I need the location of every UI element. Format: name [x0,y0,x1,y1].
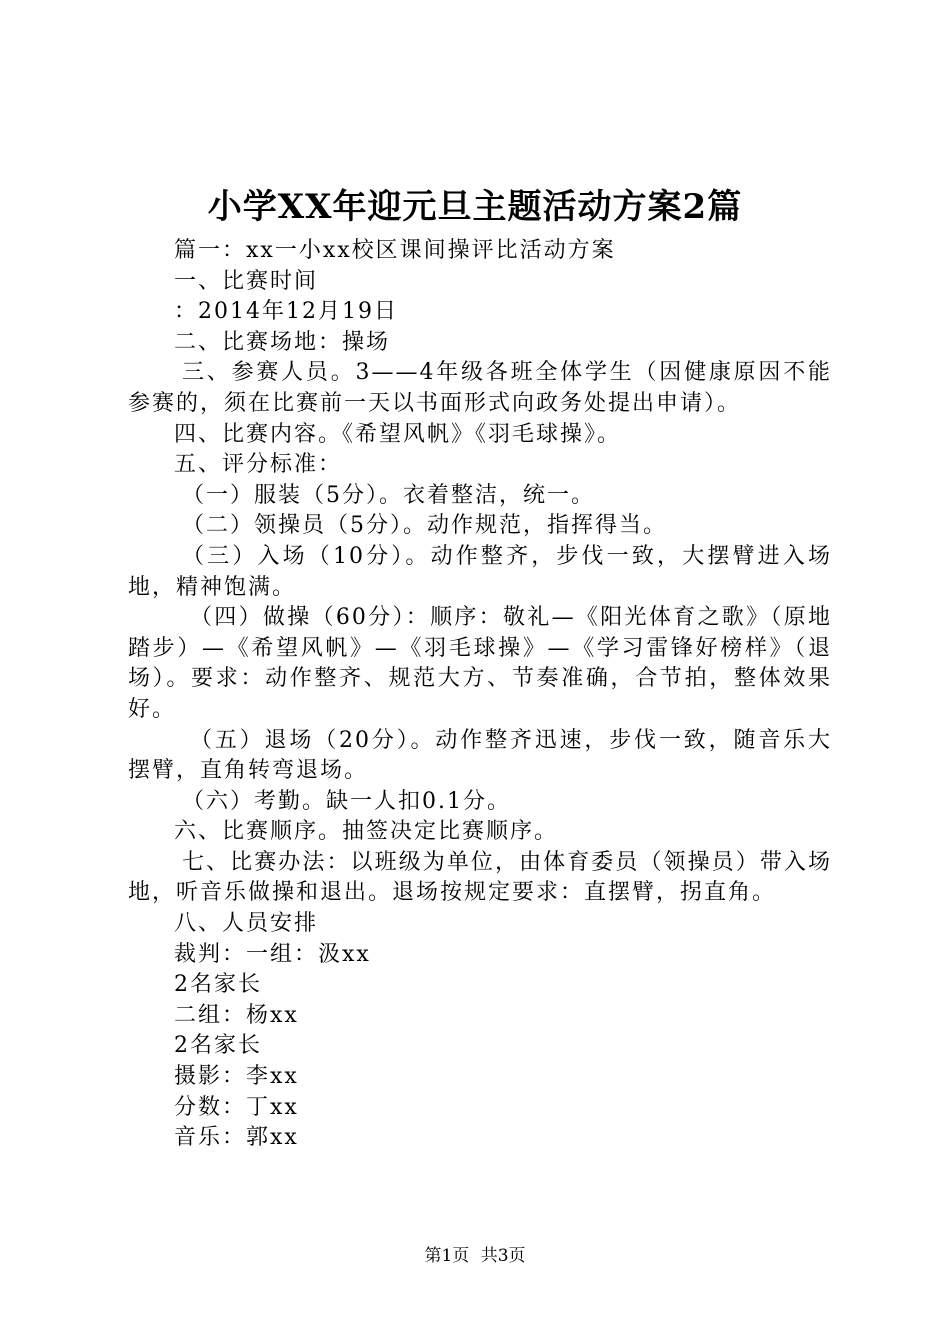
paragraph-staff-music: 音乐：郭xx [174,1125,299,1151]
paragraph-staff-parents-2: 2名家长 [174,1033,262,1059]
paragraph-time-heading: 一、比赛时间 [174,268,319,294]
paragraph-scoring-heading: 五、评分标准： [174,452,343,478]
page-footer [0,1244,950,1268]
paragraph-order: 六、比赛顺序。抽签决定比赛顺序。 [174,819,559,845]
paragraph-scoring-3: （三）入场（10分）。动作整齐，步伐一致，大摆臂进入场地，精神饱满。 [128,543,832,600]
paragraph-staff-judge-2: 二组：杨xx [174,1002,299,1028]
paragraph-staff-judge-1: 裁判：一组：汲xx [174,941,371,967]
paragraph-scoring-4: （四）做操（60分）：顺序：敬礼—《阳光体育之歌》（原地踏步）—《希望风帆》—《羽毛球操》—《学习雷锋好榜样》（退场）。要求：动作整齐、规范大方、节奏准确，合节拍，整体效果好。 [128,605,832,722]
paragraph-staff-photo: 摄影：李xx [174,1064,299,1090]
paragraph-scoring-1: （一）服装（5分）。衣着整洁，统一。 [182,482,595,508]
document-body [128,236,832,1154]
paragraph-scoring-6: （六）考勤。缺一人扣0.1分。 [182,788,511,814]
paragraph-method: 七、比赛办法：以班级为单位，由体育委员（领操员）带入场地，听音乐做操和退出。退场按规定要求：直摆臂，拐直角。 [128,849,832,906]
paragraph-staff-score: 分数：丁xx [174,1094,299,1120]
paragraph-staff-heading: 八、人员安排 [174,911,319,937]
document-title: 小学XX年迎元旦主题活动方案2篇 [207,187,743,227]
paragraph-staff-parents-1: 2名家长 [174,972,262,998]
paragraph-venue: 二、比赛场地：操场 [174,329,391,355]
paragraph-section-heading: 篇一：xx一小xx校区课间操评比活动方案 [174,238,616,263]
paragraph-content: 四、比赛内容。《希望风帆》《羽毛球操》。 [174,421,622,447]
paragraph-scoring-5: （五）退场（20分）。动作整齐迅速，步伐一致，随音乐大摆臂，直角转弯退场。 [128,727,832,784]
page-number: 第1页 [424,1246,470,1266]
paragraph-scoring-2: （二）领操员（5分）。动作规范，指挥得当。 [182,513,667,539]
paragraph-time-value: ：2014年12月19日 [174,299,398,325]
page-total: 共3页 [480,1246,526,1266]
paragraph-participants: 三、参赛人员。3——4年级各班全体学生（因健康原因不能参赛的，须在比赛前一天以书面形式向政务处提出申请）。 [128,360,832,416]
